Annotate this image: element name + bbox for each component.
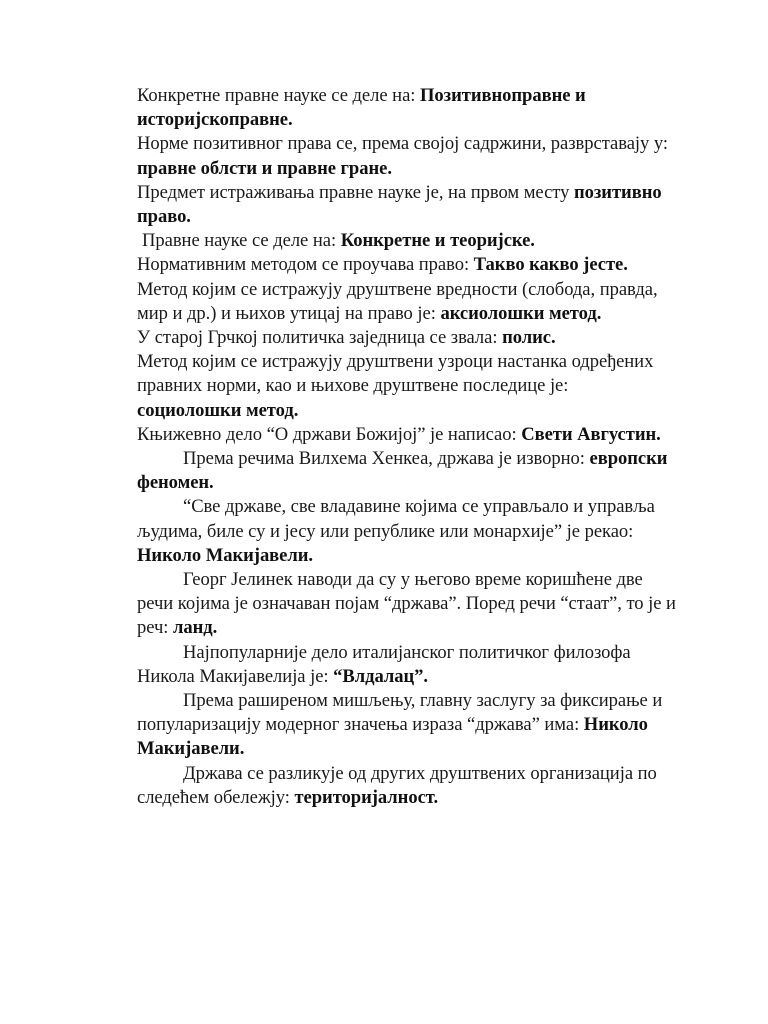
question-text: Конкретне правне науке се деле на: [137,85,420,106]
answer-text: правне облсти и правне гране. [137,157,392,179]
question-text: Књижевно дело “О држави Божијој” је написао: [137,423,522,445]
paragraph-6 [137,278,677,326]
answer-text: Свети Августин. [521,423,661,445]
paragraph-2 [137,132,677,180]
question-text: У старој Грчкој политичка заједница се звала: [137,327,503,349]
answer-text: Николо Макијавели. [137,544,314,566]
question-text: Према речима Вилхема Хенкеа, држава је изворно: [183,448,590,470]
answer-text: Такво какво јесте. [473,254,628,276]
answer-text: европски феномен. [137,448,668,494]
question-text: Метод којим се истражују друштвене вредности (слобода, правда, мир и др.) и њихов утицај на право је: [137,278,658,324]
paragraph-10 [137,447,677,495]
question-text: Најпопуларније дело италијанског политичког филозофа Никола Макијавелија је: [137,641,631,687]
question-text: Метод којим се истражују друштвени узроци настанка одређених правних норми, као и њихове друштвене последице је: [137,351,654,397]
answer-text: позитивно право. [137,181,662,228]
document-body [137,84,677,810]
answer-text: аксиолошки метод. [440,302,602,324]
answer-text: “Влдалац”. [333,665,429,687]
question-text: Норме позитивног права се, према својој садржини, разврставају у: [137,133,668,155]
answer-text: Николо Макијавели. [137,714,648,760]
paragraph-15 [137,762,677,810]
answer-text: социолошки метод. [137,399,299,421]
question-text: Према раширеном мишљењу, главну заслугу за фиксирање и популаризацију модерног значења израза “држава” има: [137,690,663,736]
answer-text: територијалност. [294,786,439,808]
answer-text: Конкретне и теоријске. [340,230,535,252]
answer-text: ланд. [173,617,218,639]
question-text: “Све државе, све владавине којима се управљало и управља људима, биле су и јесу или републике или монархије” је рекао: [137,496,655,542]
question-text: Георг Јелинек наводи да су у његово време коришћене две речи којима је означаван појам “држава”. Поред речи “стаат”, то је и реч: [137,569,676,639]
paragraph-7 [137,326,677,350]
question-text: Предмет истраживања правне науке је, на првом месту [137,181,574,203]
answer-text: полис. [502,327,556,349]
question-text: Нормативним методом се проучава право: [137,254,474,276]
paragraph-5 [137,253,677,277]
question-text: Правне науке се деле на: [142,230,341,252]
question-text: Држава се разликује од других друштвених организација по следећем обележју: [137,762,657,808]
paragraph-8 [137,350,677,423]
paragraph-12 [137,568,677,641]
paragraph-14 [137,689,677,762]
paragraph-11 [137,495,677,568]
answer-text: Позитивноправне и историјскоправне. [137,85,586,131]
paragraph-3 [137,181,677,229]
paragraph-13 [137,641,677,689]
paragraph-1 [137,84,677,132]
paragraph-9 [137,423,677,447]
paragraph-4 [137,229,677,253]
